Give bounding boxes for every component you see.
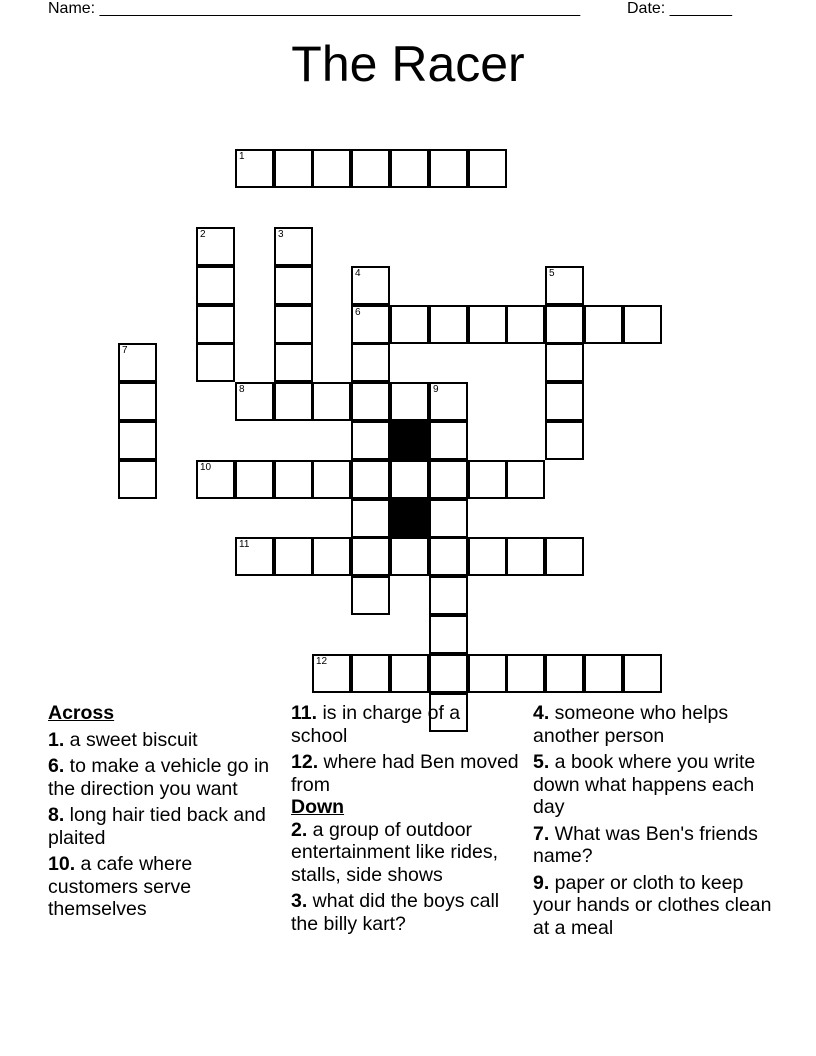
grid-cell[interactable] [429,537,468,576]
grid-cell[interactable] [506,460,545,499]
grid-cell[interactable] [118,460,157,499]
grid-cell[interactable] [468,537,507,576]
clue-down-9: 9. paper or cloth to keep your hands or clothes clean at a meal [533,871,772,939]
blocked-cell [390,421,429,460]
grid-cell[interactable] [506,654,545,693]
clue-number: 1 [239,151,245,162]
grid-cell[interactable] [468,305,507,344]
grid-cell[interactable] [351,460,390,499]
grid-cell[interactable] [274,227,313,266]
clue-across-8: 8. long hair tied back and plaited [48,804,266,849]
name-field-label: Name: ______________________________________________________ [48,0,581,17]
grid-cell[interactable] [623,305,662,344]
grid-cell[interactable] [584,305,623,344]
clue-down-7: 7. What was Ben's friends name? [533,822,758,867]
grid-cell[interactable] [506,305,545,344]
clue-number: 3 [278,229,284,240]
grid-cell[interactable] [196,227,235,266]
grid-cell[interactable] [274,382,313,421]
grid-cell[interactable] [429,421,468,460]
grid-cell[interactable] [468,654,507,693]
blocked-cell [390,499,429,538]
across-heading: Across [48,702,115,724]
grid-cell[interactable] [351,382,390,421]
clue-down-3: 3. what did the boys call the billy kart? [291,890,500,935]
grid-cell[interactable] [545,382,584,421]
clue-across-12: 12. where had Ben moved from [291,751,519,796]
clue-down-5: 5. a book where you write down what happens each day [533,751,756,818]
clue-number: 8 [239,384,245,395]
grid-cell[interactable] [274,305,313,344]
grid-cell[interactable] [429,305,468,344]
grid-cell[interactable] [312,460,351,499]
grid-cell[interactable] [196,305,235,344]
grid-cell[interactable] [545,343,584,382]
grid-cell[interactable] [429,149,468,188]
down-heading: Down [291,796,345,818]
grid-cell[interactable] [312,654,351,693]
grid-cell[interactable] [351,499,390,538]
clue-number: 4 [355,268,361,279]
grid-cell[interactable] [351,343,390,382]
grid-cell[interactable] [274,460,313,499]
grid-cell[interactable] [390,305,429,344]
grid-cell[interactable] [506,537,545,576]
grid-cell[interactable] [351,305,390,344]
date-field-label: Date: _______ [627,0,732,17]
clue-across-6: 6. to make a vehicle go in the direction you want [48,755,270,800]
grid-cell[interactable] [118,343,157,382]
grid-cell[interactable] [235,382,274,421]
clue-down-4: 4. someone who helps another person [533,702,729,747]
clue-across-11: 11. is in charge of a school [291,702,461,747]
grid-cell[interactable] [390,382,429,421]
grid-cell[interactable] [312,382,351,421]
grid-cell[interactable] [351,266,390,305]
grid-cell[interactable] [390,537,429,576]
clue-across-10: 10. a cafe where customers serve themselves [48,853,193,920]
grid-cell[interactable] [351,149,390,188]
grid-cell[interactable] [545,421,584,460]
grid-cell[interactable] [312,537,351,576]
grid-cell[interactable] [429,460,468,499]
grid-cell[interactable] [545,266,584,305]
grid-cell[interactable] [274,343,313,382]
grid-cell[interactable] [351,421,390,460]
grid-cell[interactable] [235,460,274,499]
grid-cell[interactable] [274,266,313,305]
clues-column-1 [48,702,278,925]
grid-cell[interactable] [235,149,274,188]
grid-cell[interactable] [196,343,235,382]
grid-cell[interactable] [429,382,468,421]
clues-column-3 [533,702,773,943]
grid-cell[interactable] [429,615,468,654]
grid-cell[interactable] [545,654,584,693]
grid-cell[interactable] [584,654,623,693]
grid-cell[interactable] [429,499,468,538]
grid-cell[interactable] [351,537,390,576]
clue-number: 10 [200,462,212,473]
grid-cell[interactable] [351,654,390,693]
grid-cell[interactable] [312,149,351,188]
grid-cell[interactable] [235,537,274,576]
grid-cell[interactable] [390,149,429,188]
grid-cell[interactable] [390,654,429,693]
page-title: The Racer [291,36,525,92]
clue-number: 11 [239,539,250,550]
grid-cell[interactable] [623,654,662,693]
clue-number: 2 [200,229,206,240]
clue-down-2: 2. a group of outdoor entertainment like rides, stalls, side shows [291,818,499,886]
grid-cell[interactable] [468,149,507,188]
clue-number: 12 [316,656,328,667]
grid-cell[interactable] [545,537,584,576]
clue-number: 9 [433,384,439,395]
grid-cell[interactable] [196,460,235,499]
grid-cell[interactable] [429,576,468,615]
grid-cell[interactable] [429,654,468,693]
grid-cell[interactable] [274,537,313,576]
clue-across-1: 1. a sweet biscuit [48,728,198,751]
grid-cell[interactable] [468,460,507,499]
grid-cell[interactable] [274,149,313,188]
grid-cell[interactable] [545,305,584,344]
clues-column-2 [291,702,519,939]
grid-cell[interactable] [351,576,390,615]
clue-number: 6 [355,307,361,318]
grid-cell[interactable] [118,382,157,421]
grid-cell[interactable] [118,421,157,460]
clue-number: 5 [549,268,555,279]
grid-cell[interactable] [196,266,235,305]
clue-number: 7 [122,345,128,356]
grid-cell[interactable] [390,460,429,499]
